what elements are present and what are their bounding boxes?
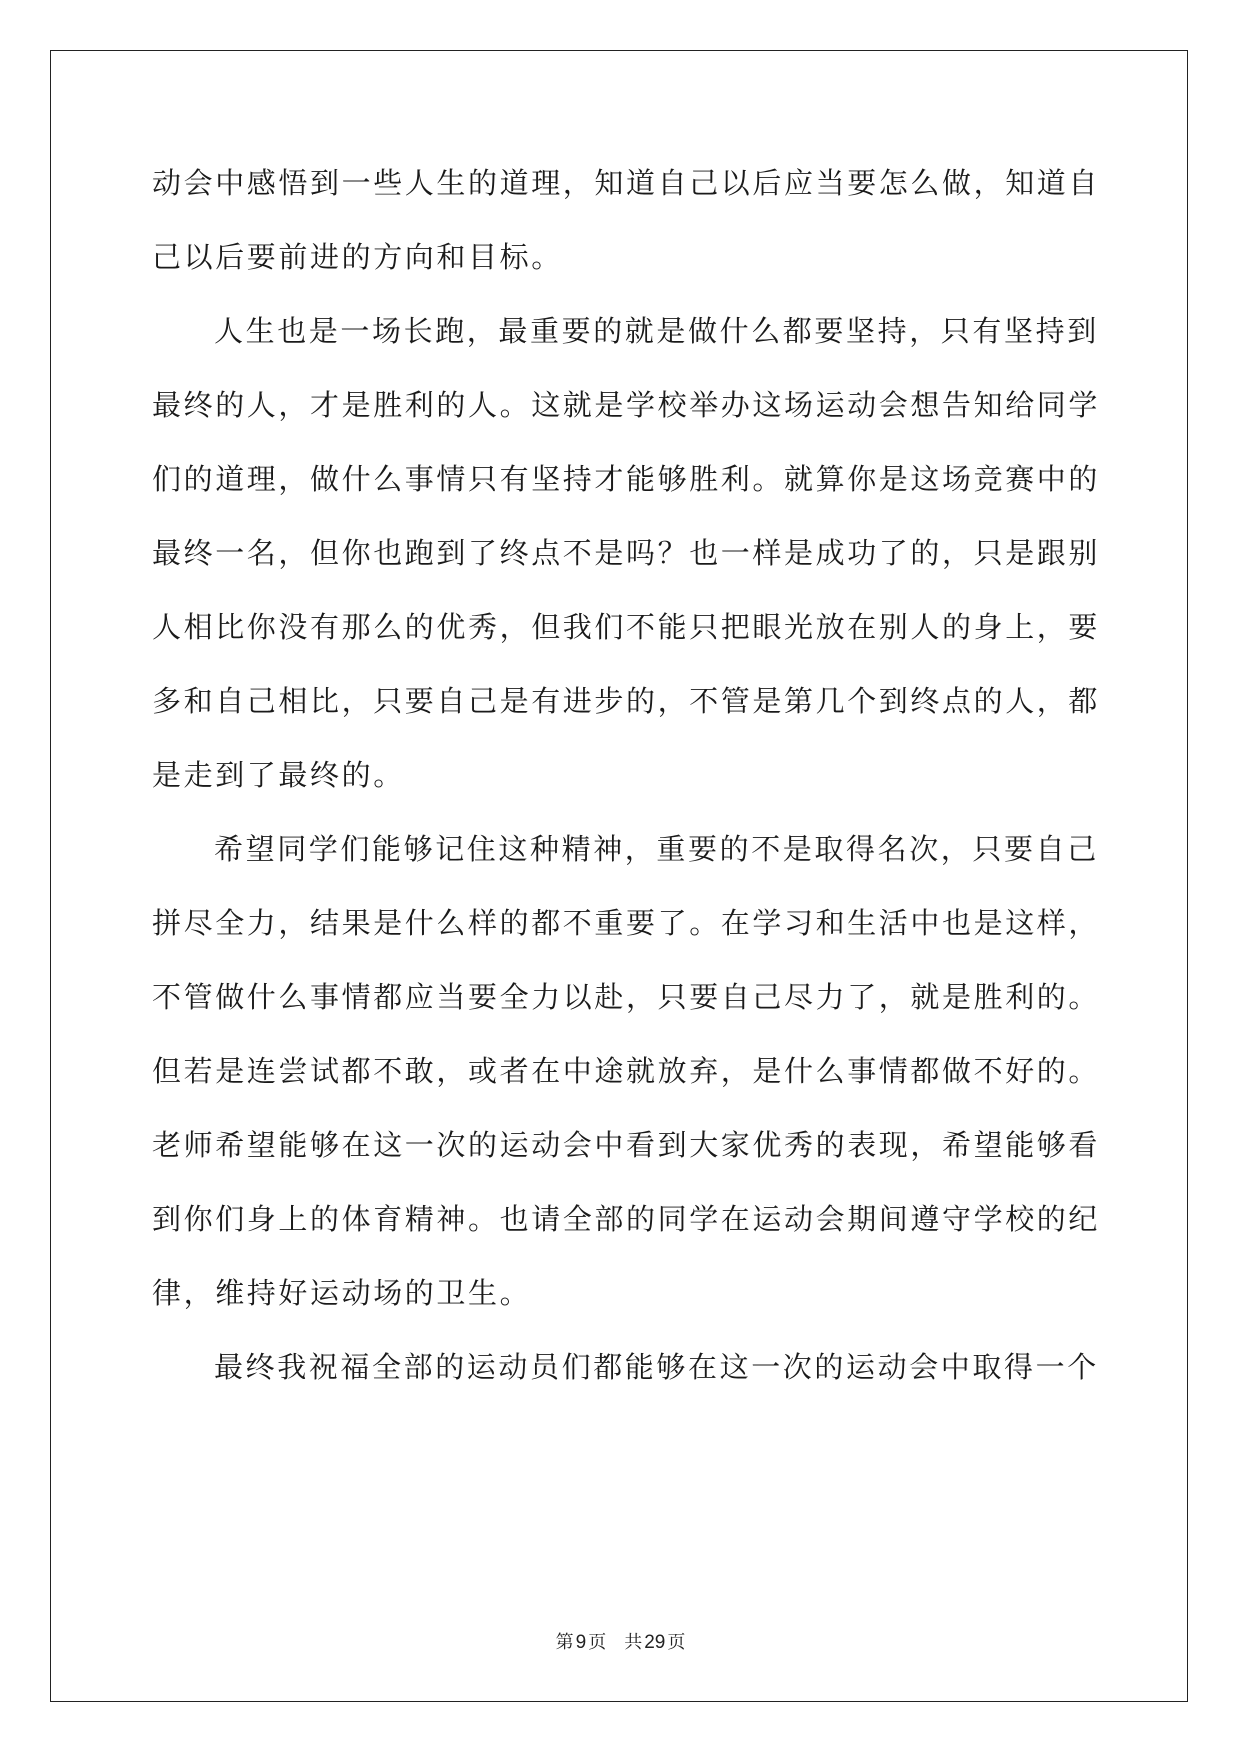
footer-total-prefix: 共 [624, 1632, 643, 1653]
page-footer [0, 1628, 1241, 1654]
text-line: 己以后要前进的方向和目标。 [152, 240, 563, 274]
text-line: 到你们身上的体育精神。也请全部的同学在运动会期间遵守学校的纪 [152, 1202, 1101, 1236]
footer-prefix: 第 [555, 1632, 574, 1653]
page-number: 9 [575, 1632, 587, 1653]
text-line: 是走到了最终的。 [152, 758, 405, 792]
text-line: 最终的人，才是胜利的人。这就是学校举办这场运动会想告知给同学 [152, 388, 1101, 422]
text-line: 们的道理，做什么事情只有坚持才能够胜利。就算你是这场竞赛中的 [152, 462, 1101, 496]
text-line: 希望同学们能够记住这种精神，重要的不是取得名次，只要自己 [214, 832, 1099, 866]
text-line: 不管做什么事情都应当要全力以赴，只要自己尽力了，就是胜利的。 [152, 980, 1101, 1014]
text-line: 人生也是一场长跑，最重要的就是做什么都要坚持，只有坚持到 [214, 314, 1099, 348]
text-line: 老师希望能够在这一次的运动会中看到大家优秀的表现，希望能够看 [152, 1128, 1101, 1162]
text-line: 最终一名，但你也跑到了终点不是吗？也一样是成功了的，只是跟别 [152, 536, 1101, 570]
text-line: 但若是连尝试都不敢，或者在中途就放弃，是什么事情都做不好的。 [152, 1054, 1101, 1088]
text-line: 动会中感悟到一些人生的道理，知道自己以后应当要怎么做，知道自 [152, 166, 1101, 200]
footer-page-suffix: 页 [588, 1632, 607, 1653]
text-line: 人相比你没有那么的优秀，但我们不能只把眼光放在别人的身上，要 [152, 610, 1101, 644]
text-line: 拼尽全力，结果是什么样的都不重要了。在学习和生活中也是这样， [152, 906, 1101, 940]
total-pages: 29 [644, 1632, 666, 1653]
text-line: 律，维持好运动场的卫生。 [152, 1276, 532, 1310]
text-line: 多和自己相比，只要自己是有进步的，不管是第几个到终点的人，都 [152, 684, 1101, 718]
footer-total-suffix: 页 [667, 1632, 686, 1653]
text-line: 最终我祝福全部的运动员们都能够在这一次的运动会中取得一个 [214, 1350, 1099, 1384]
page-border [50, 50, 1188, 1702]
